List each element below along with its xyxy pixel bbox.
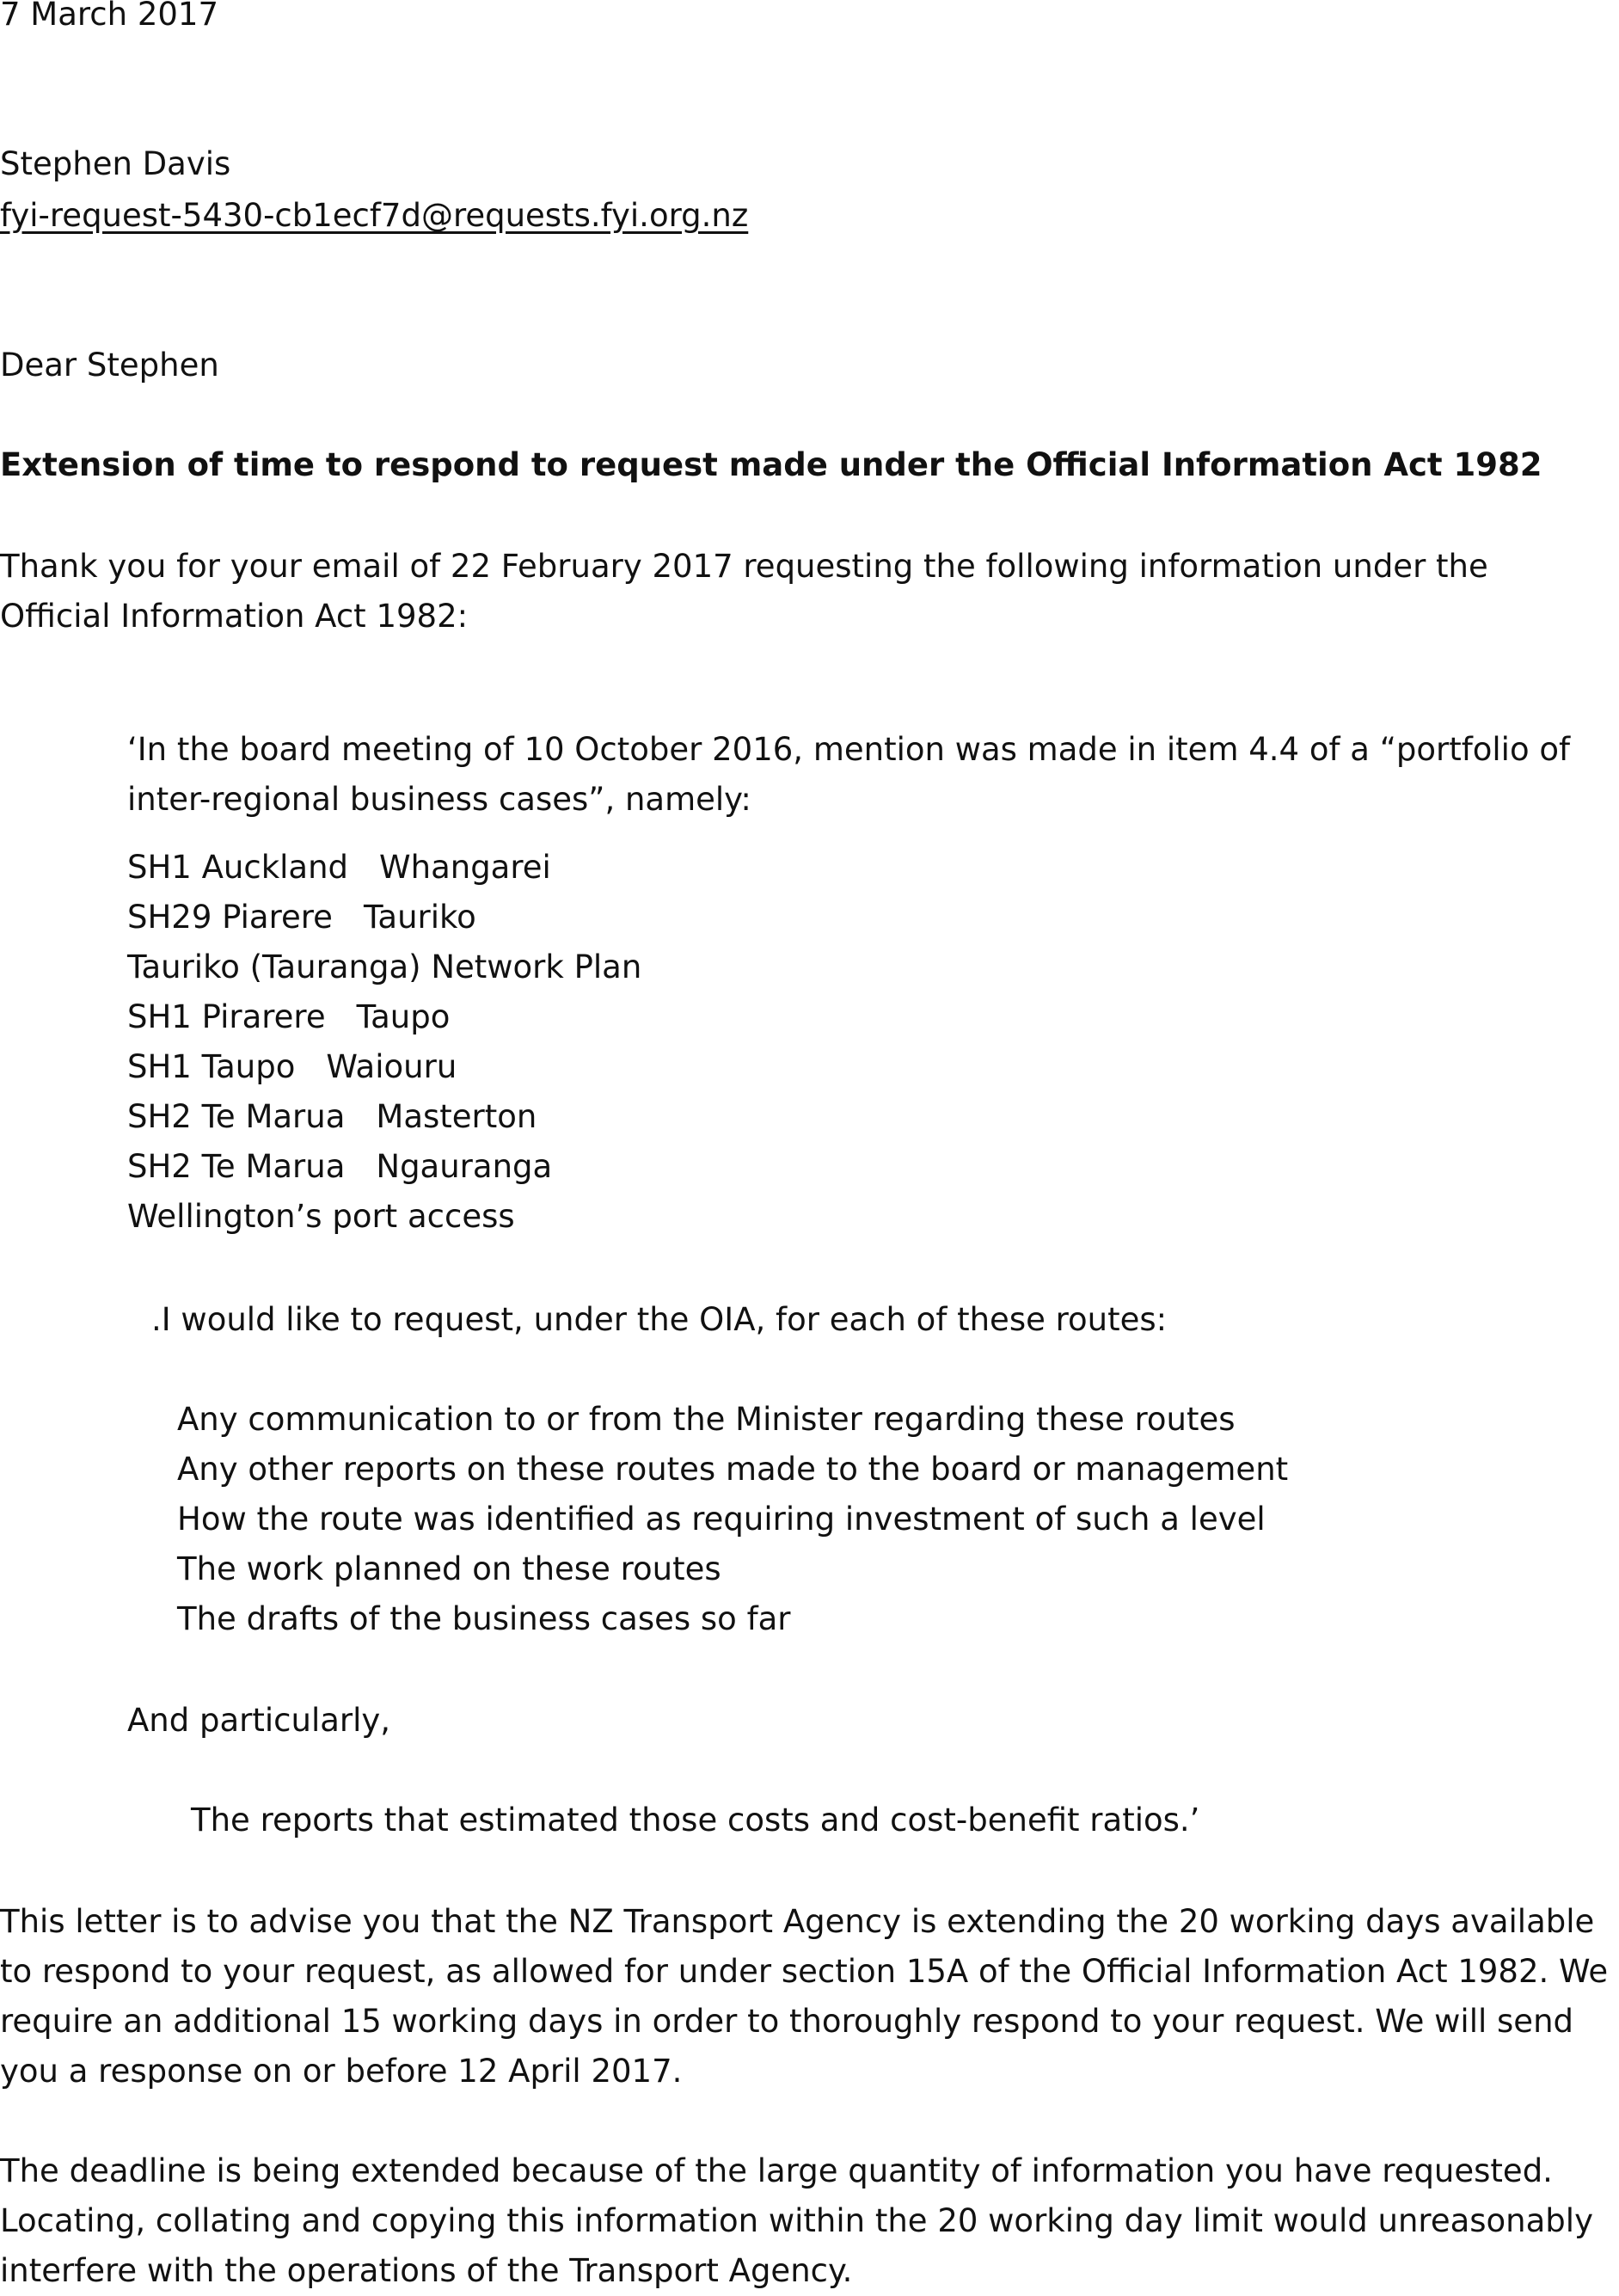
- letter-subject: Extension of time to respond to request made under the Official Information Act 1982: [0, 446, 1542, 483]
- route-from: SH2 Te Marua: [127, 1148, 346, 1185]
- route-item: [127, 942, 641, 992]
- recipient-name: Stephen Davis: [0, 145, 231, 182]
- request-item: The drafts of the business cases so far: [177, 1600, 791, 1637]
- request-item: Any other reports on these routes made to the board or management: [177, 1451, 1289, 1488]
- request-item: How the route was identified as requiring investment of such a level: [177, 1501, 1266, 1538]
- route-from: SH1 Taupo: [127, 1048, 296, 1085]
- quoted-reports-line: The reports that estimated those costs and cost-benefit ratios.’: [191, 1802, 1200, 1839]
- route-from: SH1 Auckland: [127, 849, 349, 886]
- route-from: SH29 Piarere: [127, 899, 333, 936]
- quoted-particularly: And particularly,: [127, 1702, 391, 1739]
- route-item: [127, 893, 641, 942]
- route-item: [127, 843, 641, 893]
- recipient-email-link[interactable]: fyi-request-5430-cb1ecf7d@requests.fyi.org.nz: [0, 197, 749, 234]
- route-item: [127, 1142, 641, 1192]
- route-list: [127, 843, 641, 1242]
- route-to: Whangarei: [379, 849, 551, 886]
- route-to: Ngauranga: [376, 1148, 553, 1185]
- route-to: Taupo: [356, 998, 451, 1035]
- route-to: Tauriko: [363, 899, 476, 936]
- deadline-paragraph: The deadline is being extended because of the large quantity of information you have requested. Locating, collating and copying this information within the 20 working day limit would unreasonably interfere with the operations of the Transport Agency.: [0, 2152, 1593, 2289]
- thanks-paragraph: Thank you for your email of 22 February 2017 requesting the following information under the Official Information Act 1982:: [0, 548, 1488, 635]
- letter-date: 7 March 2017: [0, 0, 219, 33]
- request-item: Any communication to or from the Minister regarding these routes: [177, 1401, 1236, 1438]
- route-item: [127, 992, 641, 1042]
- quoted-request-intro: ‘In the board meeting of 10 October 2016, mention was made in item 4.4 of a “portfolio of inter-regional business cases”, namely:: [127, 731, 1571, 818]
- route-from: Tauriko (Tauranga) Network Plan: [127, 948, 642, 985]
- request-item: The work planned on these routes: [177, 1550, 721, 1587]
- advise-paragraph: This letter is to advise you that the NZ Transport Agency is extending the 20 working days available to respond to your request, as allowed for under section 15A of the Official Information Act 1982. We require an additional 15 working days in order to thoroughly respond to your request. We will send you a response on or before 12 April 2017.: [0, 1903, 1609, 2090]
- route-item: [127, 1092, 641, 1142]
- route-item: [127, 1042, 641, 1092]
- route-item: [127, 1192, 641, 1242]
- route-to: Masterton: [376, 1098, 537, 1135]
- quoted-request-line: .I would like to request, under the OIA, for each of these routes:: [151, 1301, 1168, 1338]
- salutation: Dear Stephen: [0, 347, 219, 384]
- route-from: SH2 Te Marua: [127, 1098, 346, 1135]
- route-from: Wellington’s port access: [127, 1198, 515, 1235]
- request-items-list: [177, 1395, 1288, 1644]
- route-from: SH1 Pirarere: [127, 998, 326, 1035]
- route-to: Waiouru: [326, 1048, 457, 1085]
